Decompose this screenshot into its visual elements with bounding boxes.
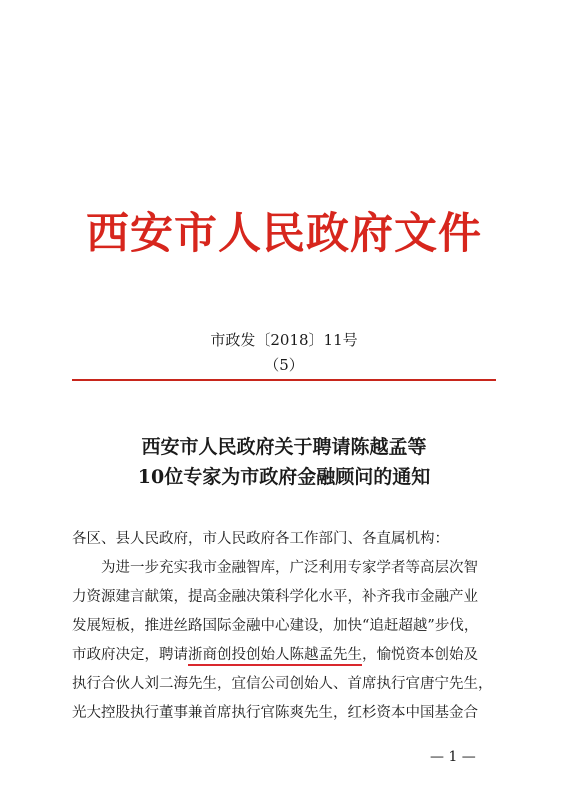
title-line-1: 西安市人民政府关于聘请陈越孟等 [141, 436, 427, 458]
body-line-highlighted [72, 641, 502, 670]
body-line: 为进一步充实我市金融智库，广泛利用专家学者等高层次智 [101, 560, 478, 576]
document-sub-number: （5） [264, 356, 304, 374]
red-divider-rule [72, 379, 496, 381]
salutation: 各区、县人民政府，市人民政府各工作部门、各直属机构： [72, 531, 449, 547]
body-line: 发展短板，推进丝路国际金融中心建设，加快“追赶超越”步伐， [72, 618, 479, 634]
body-line: 执行合伙人刘二海先生，宜信公司创始人、首席执行官唐宁先生， [72, 676, 493, 692]
line-prefix: 市政府决定，聘请 [72, 647, 188, 663]
highlighted-name: 浙商创投创始人陈越孟先生 [188, 647, 362, 666]
line-suffix: ，愉悦资本创始及 [362, 647, 478, 663]
title-line-2: 10位专家为市政府金融顾问的通知 [137, 466, 431, 488]
document-title [0, 432, 568, 492]
body-line: 力资源建言献策，提高金融决策科学化水平，补齐我市金融产业 [72, 589, 478, 605]
document-masthead: 西安市人民政府文件 [86, 209, 482, 259]
body-line: 光大控股执行董事兼首席执行官陈爽先生，红杉资本中国基金合 [72, 705, 478, 721]
document-number: 市政发〔2018〕11号 [210, 331, 358, 349]
page-number: — 1 — [430, 749, 476, 765]
document-body [72, 525, 502, 728]
